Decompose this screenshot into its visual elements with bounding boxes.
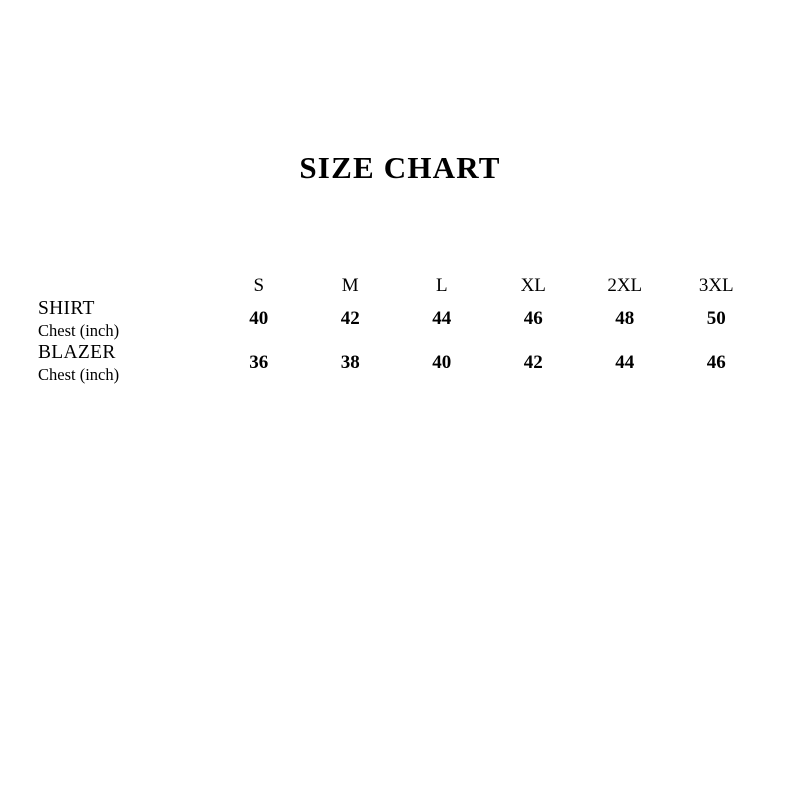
cell-shirt-m: 42 — [340, 307, 360, 329]
column-header-xl: XL — [520, 275, 546, 296]
cell-blazer-3xl: 46 — [706, 351, 726, 373]
size-chart-table — [38, 275, 762, 385]
row-title: BLAZER — [38, 341, 116, 363]
row-title: SHIRT — [38, 298, 95, 319]
size-chart-table-container — [38, 275, 762, 385]
column-header-l: L — [435, 275, 448, 296]
column-header-2xl: 2XL — [607, 275, 643, 296]
cell-shirt-2xl: 48 — [615, 307, 635, 329]
table-row — [38, 341, 762, 385]
table-row — [38, 297, 762, 341]
cell-shirt-xl: 46 — [523, 307, 543, 329]
row-measurement-unit: Chest (inch) — [38, 320, 120, 340]
cell-blazer-xl: 42 — [523, 351, 543, 373]
cell-blazer-2xl: 44 — [615, 351, 635, 373]
cell-shirt-3xl: 50 — [706, 307, 726, 329]
cell-blazer-m: 38 — [340, 351, 360, 373]
column-header-3xl: 3XL — [698, 275, 734, 296]
column-header-blank — [38, 275, 213, 297]
table-header-row — [38, 275, 762, 297]
page-title: SIZE CHART — [299, 150, 501, 185]
row-measurement-unit: Chest (inch) — [38, 364, 120, 384]
cell-blazer-s: 36 — [249, 351, 269, 373]
row-label-shirt — [38, 297, 213, 341]
column-header-s: S — [253, 275, 265, 296]
column-header-m: M — [341, 275, 359, 296]
cell-shirt-l: 44 — [432, 307, 452, 329]
cell-blazer-l: 40 — [432, 351, 452, 373]
row-label-blazer — [38, 341, 213, 385]
cell-shirt-s: 40 — [249, 307, 269, 329]
